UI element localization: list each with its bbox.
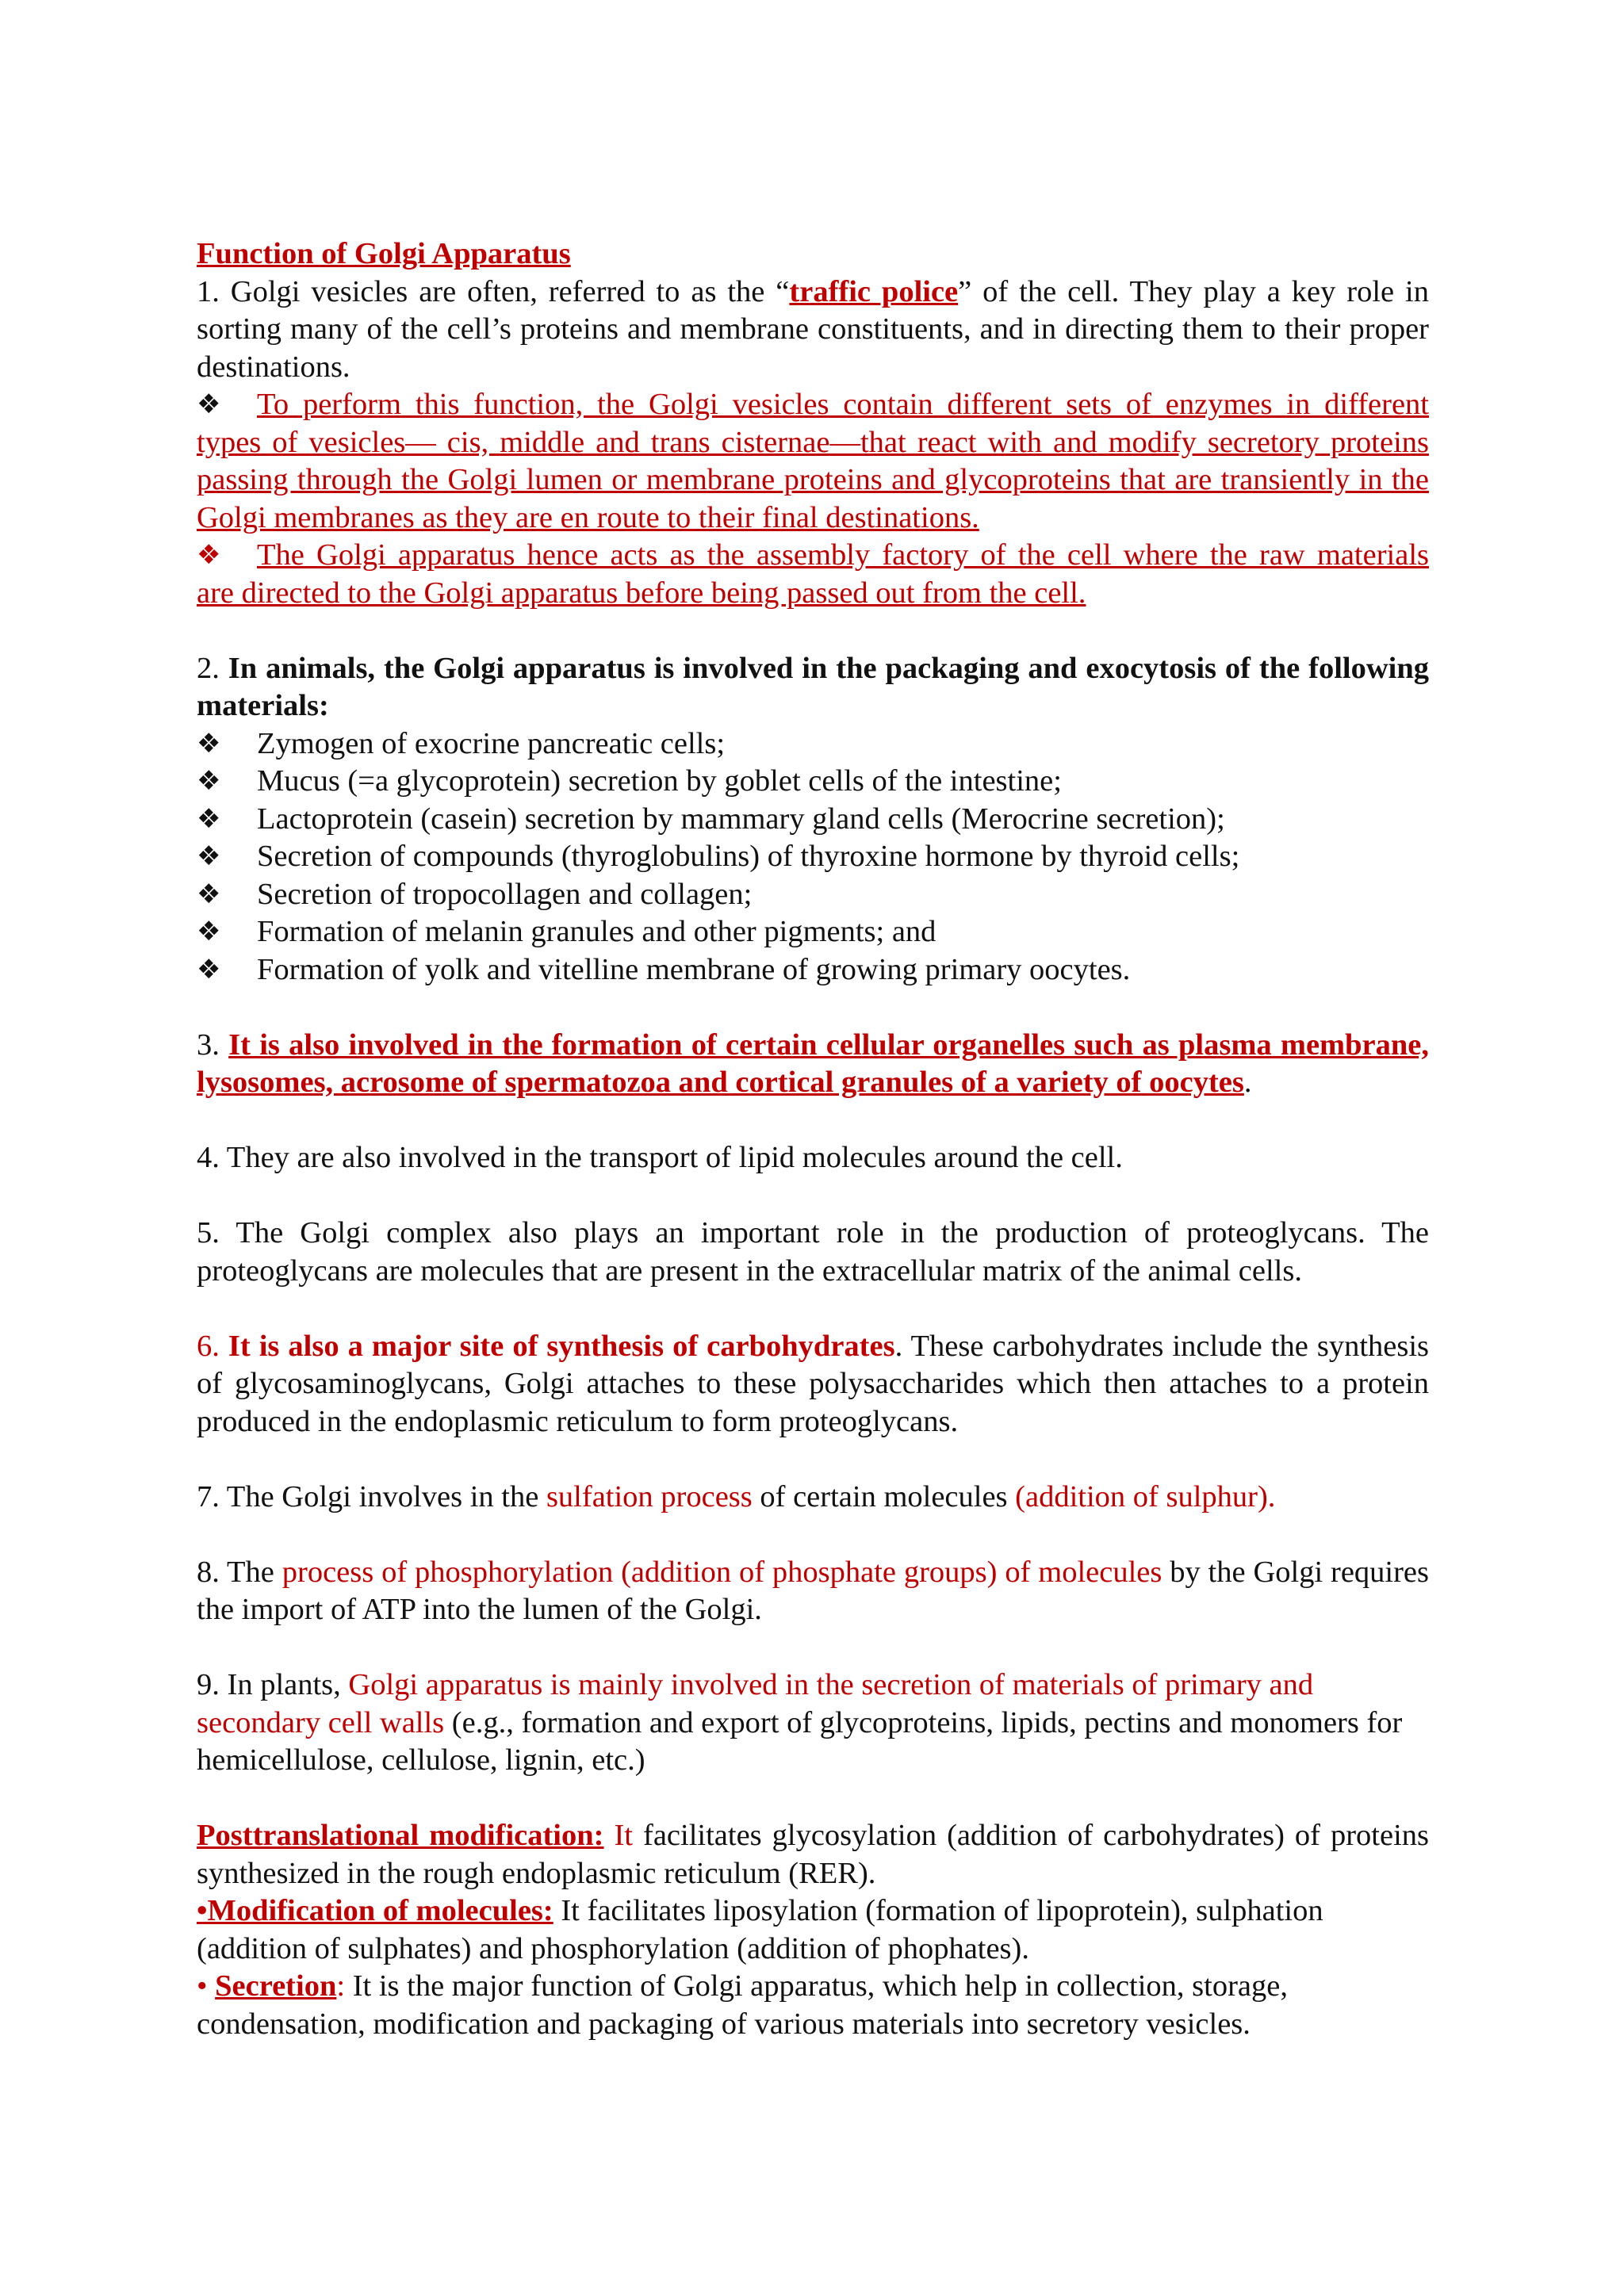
list-item <box>197 913 1429 951</box>
list-item-text: Zymogen of exocrine pancreatic cells; <box>257 726 726 760</box>
secretion-paragraph <box>197 1968 1429 2043</box>
p9-a: 9. In plants, <box>197 1668 341 1701</box>
p3-num: 3. <box>197 1027 220 1062</box>
p7-sulfation: sulfation process <box>546 1479 753 1513</box>
p1-text-a: 1. Golgi vesicles are often, referred to as the “ <box>197 274 790 308</box>
p1-bullet-2-first-line: The Golgi apparatus hence acts as the assembly factory of the cell where the raw materials <box>257 538 1429 572</box>
paragraph-8 <box>197 1554 1429 1629</box>
p6-bold: It is also a major site of synthesis of carbohydrates <box>228 1329 895 1363</box>
p2-num: 2. <box>197 651 220 685</box>
sec-label: Secretion <box>215 1969 337 2003</box>
page-title: Function of Golgi Apparatus <box>197 237 571 270</box>
traffic-police-term: traffic police <box>789 274 959 308</box>
p8-phosphorylation: process of phosphorylation (addition of phosphate groups) of molecules <box>282 1555 1162 1589</box>
p6-num: 6. <box>197 1329 220 1363</box>
list-item <box>197 951 1429 989</box>
list-item-text: Lactoprotein (casein) secretion by mammary gland cells (Merocrine secretion); <box>257 802 1225 836</box>
list-item-text: Formation of melanin granules and other pigments; and <box>257 915 936 948</box>
sec-bullet: • <box>197 1969 208 2003</box>
ptm-label: Posttranslational modification: <box>197 1819 604 1852</box>
list-item <box>197 763 1429 801</box>
list-item <box>197 876 1429 914</box>
posttranslational-paragraph <box>197 1817 1429 1892</box>
diamond-bullet-icon: ❖ <box>197 388 221 420</box>
paragraph-1 <box>197 274 1429 387</box>
paragraph-9 <box>197 1667 1429 1780</box>
diamond-bullet-icon: ❖ <box>197 539 221 571</box>
p7-c: of certain molecules <box>760 1479 1008 1513</box>
p7-a: 7. The Golgi involves in the <box>197 1479 539 1513</box>
p1-bullet-2 <box>197 537 1429 575</box>
paragraph-3 <box>197 1027 1429 1102</box>
p3-end: . <box>1243 1066 1252 1099</box>
mod-label: Modification of molecules: <box>207 1894 553 1927</box>
list-item-text: Secretion of compounds (thyroglobulins) of thyroxine hormone by thyroid cells; <box>257 840 1240 873</box>
p1-bullet-2-rest: are directed to the Golgi apparatus before being passed out from the cell. <box>197 576 1086 610</box>
paragraph-5: 5. The Golgi complex also plays an important role in the production of proteoglycans. The proteoglycans are molecules that are present in the extracellular matrix of the animal cells. <box>197 1216 1429 1288</box>
diamond-bullet-icon: ❖ <box>197 916 221 947</box>
p1-text-c: ” of the cell. They play a key role in sorting many of the cell’s proteins and membrane constituents, and in directing them to their proper destinations. <box>197 274 1429 384</box>
p8-a: 8. The <box>197 1555 274 1589</box>
list-item-text: Secretion of tropocollagen and collagen; <box>257 877 753 911</box>
p2-bold-text: In animals, the Golgi apparatus is involved in the packaging and exocytosis of the following materials: <box>197 651 1429 722</box>
diamond-bullet-icon: ❖ <box>197 727 221 760</box>
list-item <box>197 838 1429 876</box>
list-item <box>197 725 1429 763</box>
ptm-it: It <box>614 1819 634 1852</box>
list-item <box>197 801 1429 839</box>
diamond-bullet-icon: ❖ <box>197 802 221 835</box>
p1-bullet-1-first-line: To perform this function, the Golgi vesicles contain different sets of enzymes in different <box>257 388 1429 421</box>
list-item-text: Mucus (=a glycoprotein) secretion by goblet cells of the intestine; <box>257 764 1062 798</box>
p6-rest: . These carbohydrates include the synthesis of glycosaminoglycans, Golgi attaches to these polysaccharides which then attaches to a protein produced in the endoplasmic reticulum to form proteoglycans. <box>197 1329 1430 1438</box>
p7-d: (addition of sulphur). <box>1015 1479 1276 1513</box>
modification-paragraph <box>197 1892 1429 1968</box>
paragraph-2 <box>197 650 1429 725</box>
paragraph-7 <box>197 1479 1429 1517</box>
diamond-bullet-icon: ❖ <box>197 765 221 797</box>
list-item-text: Formation of yolk and vitelline membrane of growing primary oocytes. <box>257 952 1131 986</box>
diamond-bullet-icon: ❖ <box>197 953 221 985</box>
paragraph-4: 4. They are also involved in the transport of lipid molecules around the cell. <box>197 1141 1123 1174</box>
ptm-rest: facilitates glycosylation (addition of carbohydrates) of proteins synthesized in the rough endoplasmic reticulum (RER). <box>197 1819 1429 1890</box>
p8-c: by the Golgi requires the import of ATP into the lumen of the Golgi. <box>197 1555 1429 1626</box>
p9-highlight: Golgi apparatus is mainly involved in the secretion of materials of primary and secondary cell walls <box>197 1668 1314 1739</box>
sec-colon: : <box>336 1969 346 2003</box>
p3-highlight: It is also involved in the formation of certain cellular organelles such as plasma membrane, lysosomes, acrosome of spermatozoa and cortical granules of a variety of oocytes <box>197 1027 1430 1099</box>
sec-rest: It is the major function of Golgi apparatus, which help in collection, storage, condensation, modification and packaging of various materials into secretory vesicles. <box>197 1969 1288 2041</box>
paragraph-6 <box>197 1328 1429 1441</box>
p1-bullet-1-rest: types of vesicles— cis, middle and trans cisternae—that react with and modify secretory proteins passing through the Golgi lumen or membrane proteins and glycoproteins that are transiently in the Golgi membranes as they are en route to their final destinations. <box>197 425 1429 534</box>
mod-bullet: • <box>197 1894 208 1927</box>
p1-bullet-1 <box>197 386 1429 424</box>
diamond-bullet-icon: ❖ <box>197 878 221 910</box>
p9-c: (e.g., formation and export of glycoproteins, lipids, pectins and monomers for hemicellulose, cellulose, lignin, etc.) <box>197 1705 1403 1777</box>
diamond-bullet-icon: ❖ <box>197 840 221 872</box>
mod-rest: It facilitates liposylation (formation of lipoprotein), sulphation (addition of sulphates) and phosphorylation (addition of phophates). <box>197 1894 1323 1965</box>
